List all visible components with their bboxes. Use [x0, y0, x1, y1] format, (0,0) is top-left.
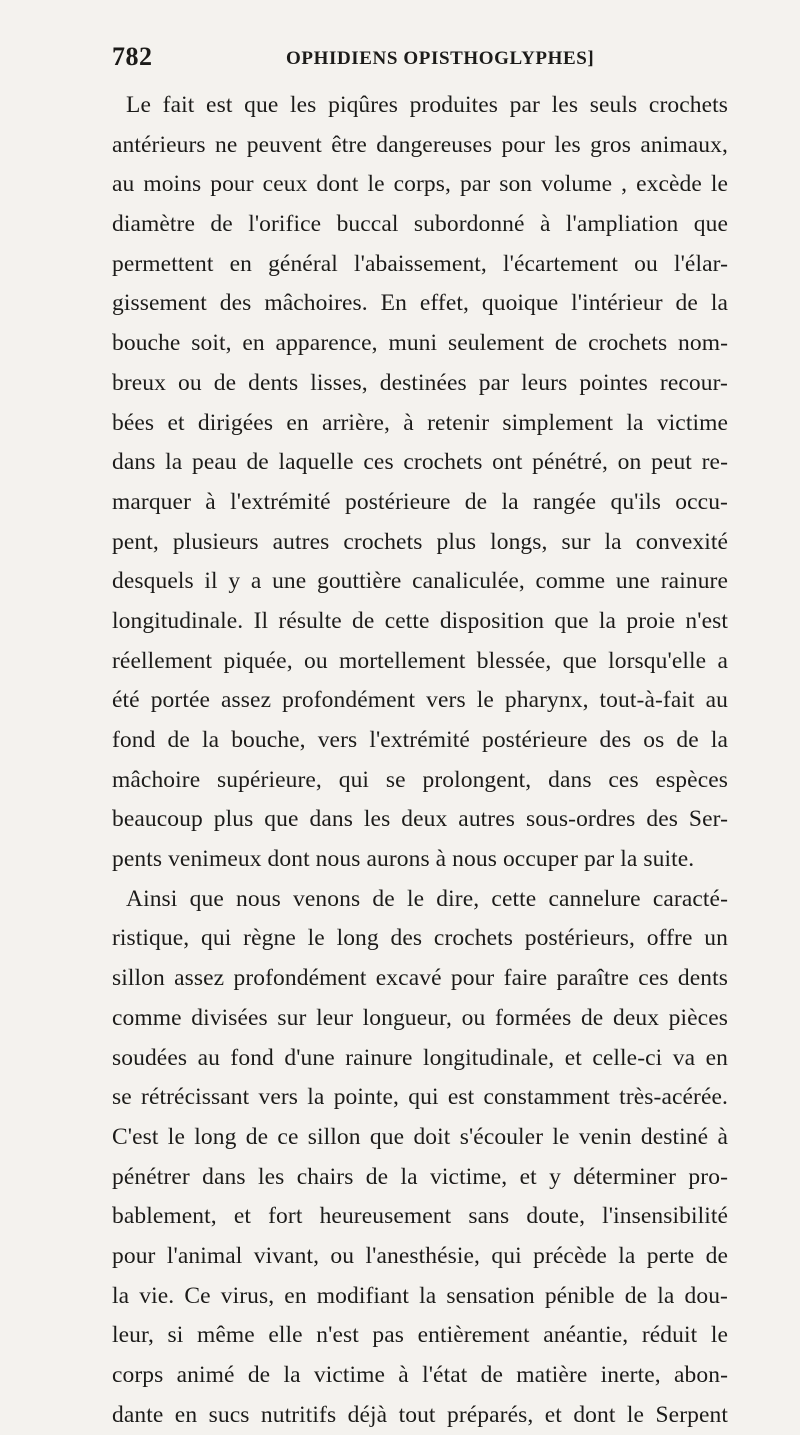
text-line: se rétrécissant vers la pointe, qui est constamment très-acérée.	[112, 1084, 728, 1111]
text-line: bablement, et fort heureusement sans doute, l'insensibilité	[112, 1203, 728, 1230]
text-line: pénétrer dans les chairs de la victime, et y déterminer pro-	[112, 1163, 728, 1190]
text-line: marquer à l'extrémité postérieure de la rangée qu'ils occu-	[112, 488, 728, 515]
text-line: ristique, qui règne le long des crochets postérieurs, offre un	[112, 925, 728, 952]
page-number: 782	[112, 42, 153, 71]
text-line: pour l'animal vivant, ou l'anesthésie, qui précède la perte de	[112, 1242, 728, 1269]
body-text	[112, 86, 728, 1435]
text-line: bouche soit, en apparence, muni seulement de crochets nom-	[112, 330, 728, 357]
text-line: beaucoup plus que dans les deux autres sous-ordres des Ser-	[112, 806, 728, 833]
text-line: leur, si même elle n'est pas entièrement anéantie, réduit le	[112, 1322, 728, 1349]
text-line: pents venimeux dont nous aurons à nous occuper par la suite.	[112, 846, 695, 873]
text-line: réellement piquée, ou mortellement blessée, que lorsqu'elle a	[112, 647, 728, 674]
text-line: corps animé de la victime à l'état de matière inerte, abon-	[112, 1362, 728, 1388]
text-line: été portée assez profondément vers le pharynx, tout-à-fait au	[112, 687, 728, 714]
text-line: dans la peau de laquelle ces crochets ont pénétré, on peut re-	[112, 449, 728, 476]
text-line: Le fait est que les piqûres produites par les seuls crochets	[126, 92, 728, 118]
running-head	[112, 42, 712, 82]
text-line: Ainsi que nous venons de le dire, cette cannelure caracté-	[126, 885, 728, 912]
running-title: OPHIDIENS OPISTHOGLYPHES]	[286, 48, 595, 69]
text-line: fond de la bouche, vers l'extrémité postérieure des os de la	[112, 727, 728, 753]
text-line: C'est le long de ce sillon que doit s'écouler le venin destiné à	[112, 1123, 728, 1150]
text-line: diamètre de l'orifice buccal subordonné à l'ampliation que	[112, 211, 728, 238]
text-line: sillon assez profondément excavé pour faire paraître ces dents	[112, 965, 728, 992]
text-line: mâchoire supérieure, qui se prolongent, dans ces espèces	[112, 766, 728, 793]
text-line: gissement des mâchoires. En effet, quoique l'intérieur de la	[112, 290, 728, 317]
text-line: longitudinale. Il résulte de cette disposition que la proie n'est	[112, 607, 728, 634]
text-line: pent, plusieurs autres crochets plus longs, sur la convexité	[112, 528, 728, 555]
text-line: la vie. Ce virus, en modifiant la sensation pénible de la dou-	[112, 1282, 728, 1309]
text-line: comme divisées sur leur longueur, ou formées de deux pièces	[112, 1004, 728, 1031]
text-line: breux ou de dents lisses, destinées par leurs pointes recour-	[112, 369, 728, 396]
text-line: antérieurs ne peuvent être dangereuses pour les gros animaux,	[112, 131, 728, 158]
text-line: permettent en général l'abaissement, l'écartement ou l'élar-	[112, 250, 728, 277]
text-line: desquels il y a une gouttière canaliculée, comme une rainure	[112, 568, 728, 595]
text-line: soudées au fond d'une rainure longitudinale, et celle-ci va en	[112, 1044, 728, 1071]
text-line: dante en sucs nutritifs déjà tout préparés, et dont le Serpent	[112, 1401, 728, 1428]
text-line: au moins pour ceux dont le corps, par son volume , excède le	[112, 171, 728, 198]
text-line: bées et dirigées en arrière, à retenir simplement la victime	[112, 409, 728, 436]
